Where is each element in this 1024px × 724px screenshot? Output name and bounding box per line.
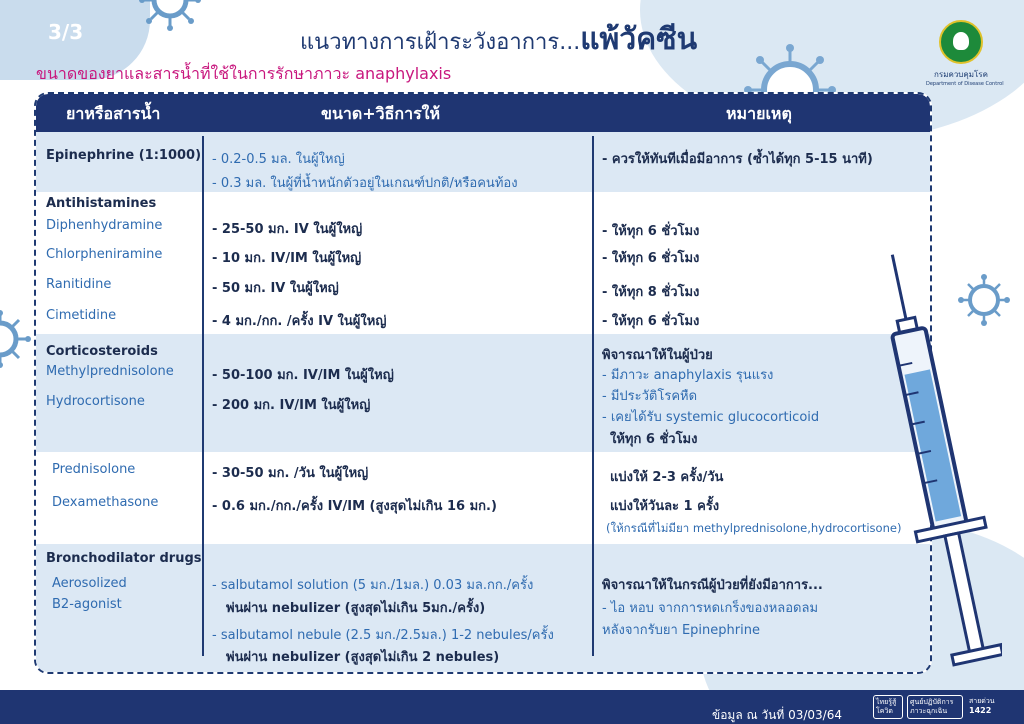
dose-text: - 50 มก. IV ในผู้ใหญ่ [212, 281, 339, 296]
row-band [36, 334, 930, 452]
note-text: แบ่งให้วันละ 1 ครั้ง [610, 499, 720, 514]
drug-table [34, 92, 932, 674]
dose-text: - 4 มก./กก. /ครั้ง IV ในผู้ใหญ่ [212, 314, 387, 329]
note-text: พิจารณาให้ในผู้ป่วย [602, 348, 713, 363]
dose-text: พ่นผ่าน nebulizer (สูงสุดไม่เกิน 2 nebules) [226, 650, 500, 665]
dose-text: พ่นผ่าน nebulizer (สูงสุดไม่เกิน 5มก./ครั้ง) [226, 601, 486, 616]
dose-text: - 30-50 มก. /วัน ในผู้ใหญ่ [212, 466, 369, 481]
hotline-number: 1422 [969, 706, 992, 715]
drug-name: Epinephrine (1:1000) [46, 148, 202, 163]
syringe-icon [872, 250, 1002, 680]
drug-name: Dexamethasone [52, 495, 159, 510]
drug-name: Diphenhydramine [46, 218, 163, 233]
dose-text: - salbutamol solution (5 มก./1มล.) 0.03 มล.กก./ครั้ง [212, 578, 534, 593]
note-text: - ให้ทุก 6 ชั่วโมง [602, 314, 700, 329]
page-number: 3/3 [48, 20, 84, 44]
note-text: หลังจากรับยา Epinephrine [602, 623, 760, 638]
footer-date: ข้อมูล ณ วันที่ 03/03/64 [712, 708, 842, 722]
note-text: ให้ทุก 6 ชั่วโมง [610, 432, 698, 447]
footer-bar [0, 690, 1024, 724]
dose-text: - 10 มก. IV/IM ในผู้ใหญ่ [212, 251, 362, 266]
page-subtitle: ขนาดของยาและสารน้ำที่ใช้ในการรักษาภาวะ anaphylaxis [36, 64, 452, 83]
drug-name: Hydrocortisone [46, 394, 145, 409]
header-note: หมายเหตุ [726, 104, 792, 123]
header-dose: ขนาด+วิธีการให้ [321, 104, 441, 123]
dose-text: - 0.2-0.5 มล. ในผู้ใหญ่ [212, 152, 345, 167]
note-text: (ให้กรณีที่ไม่มียา methylprednisolone,hydrocortisone) [606, 521, 902, 535]
dose-text: - 50-100 มก. IV/IM ในผู้ใหญ่ [212, 368, 394, 383]
column-divider [202, 136, 204, 656]
dose-text: - salbutamol nebule (2.5 มก./2.5มล.) 1-2 nebules/ครั้ง [212, 628, 554, 643]
drug-name: Ranitidine [46, 277, 112, 292]
ddc-logo [926, 20, 1004, 87]
drug-name: Methylprednisolone [46, 364, 174, 379]
logo-name: กรมควบคุมโรค [934, 70, 988, 79]
table-header [36, 94, 930, 132]
drug-group: Antihistamines [46, 196, 157, 211]
drug-name: B2-agonist [52, 597, 122, 612]
virus-icon [0, 308, 34, 370]
drug-name: Chlorpheniramine [46, 247, 163, 262]
note-text: แบ่งให้ 2-3 ครั้ง/วัน [610, 470, 724, 485]
drug-name: Cimetidine [46, 308, 117, 323]
ddc-emblem-icon [939, 20, 983, 64]
note-text: - ไอ หอบ จากการหดเกร็งของหลอดลม [602, 601, 819, 616]
dose-text: - 0.3 มล. ในผู้ที่น้ำหนักตัวอยู่ในเกณฑ์ปกติ/หรือคนท้อง [212, 176, 518, 191]
title-prefix: แนวทางการเฝ้าระวังอาการ... [300, 30, 581, 55]
note-text: - เคยได้รับ systemic glucocorticoid [602, 410, 820, 425]
page-title [300, 16, 697, 63]
note-text: - ให้ทุก 6 ชั่วโมง [602, 224, 700, 239]
hotline-phone-icon [967, 695, 1013, 719]
column-divider [592, 136, 594, 656]
drug-name: Aerosolized [52, 576, 127, 591]
note-text: - มีประวัติโรคหืด [602, 389, 698, 404]
thai-fight-covid-icon: ไทยรู้สู้โควิด [873, 695, 903, 719]
note-text: พิจารณาให้ในกรณีผู้ป่วยที่ยังมีอาการ... [602, 578, 823, 593]
title-emphasis: แพ้วัคซีน [580, 22, 698, 57]
dose-text: - 0.6 มก./กก./ครั้ง IV/IM (สูงสุดไม่เกิน 16 มก.) [212, 499, 497, 514]
note-text: - ให้ทุก 8 ชั่วโมง [602, 285, 700, 300]
drug-group: Bronchodilator drugs [46, 551, 202, 566]
virus-icon [135, 0, 205, 32]
note-text: - ให้ทุก 6 ชั่วโมง [602, 251, 700, 266]
logo-english: Department of Disease Control [926, 81, 1004, 87]
drug-group: Corticosteroids [46, 344, 158, 359]
drug-name: Prednisolone [52, 462, 136, 477]
note-text: - ควรให้ทันทีเมื่อมีอาการ (ซ้ำได้ทุก 5-15 นาที) [602, 152, 873, 167]
hotline-label: สายด่วน [969, 697, 995, 705]
eoc-icon: ศูนย์ปฏิบัติการภาวะฉุกเฉิน [907, 695, 963, 719]
note-text: - มีภาวะ anaphylaxis รุนแรง [602, 368, 774, 383]
dose-text: - 200 มก. IV/IM ในผู้ใหญ่ [212, 398, 371, 413]
dose-text: - 25-50 มก. IV ในผู้ใหญ่ [212, 222, 363, 237]
header-drug: ยาหรือสารน้ำ [66, 104, 161, 123]
